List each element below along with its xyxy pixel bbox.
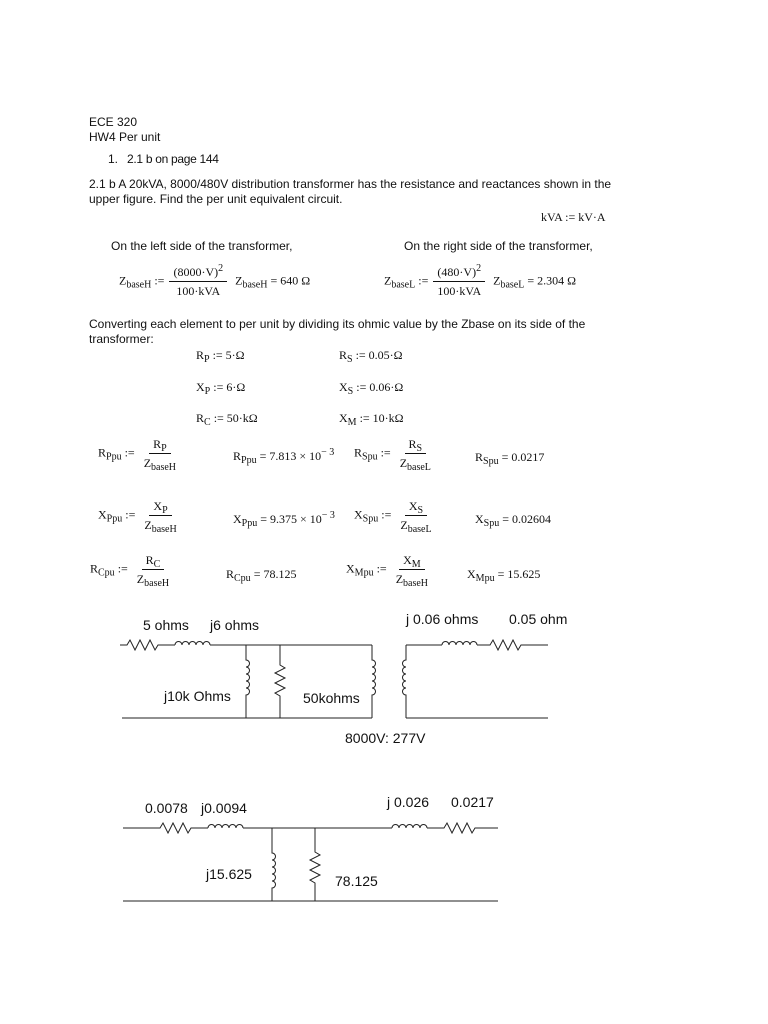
circuit2-resistor-left <box>123 823 208 833</box>
xppu-definition: $X_{Ppu}$ := $\frac{X_P}{Z_{baseH}}$ <box>98 499 177 535</box>
rcpu-definition: $R_{Cpu}$ := $\frac{R_C}{Z_{baseH}}$ <box>90 553 170 589</box>
xspu-definition: $X_{Spu}$ := $\frac{X_S}{Z_{baseL}}$ <box>354 499 432 535</box>
rc-assignment: $R_C$ := 50·kΩ <box>196 411 258 428</box>
xs-assignment: $X_S$ := 0.06·Ω <box>339 380 404 397</box>
circuit1-xm-label: j10k Ohms <box>164 688 231 704</box>
rcpu-result: $R_{Cpu} = 78.125$ <box>226 567 297 584</box>
left-side-label: On the left side of the transformer, <box>111 239 293 253</box>
unit-definition: kVA := kV·A <box>541 210 606 224</box>
circuit1-inductor-right <box>442 642 477 646</box>
circuit2-x-right-label: j 0.026 <box>387 794 430 810</box>
circuit2-xm-label: j15.625 <box>206 866 252 882</box>
circuit1-rc-label: 50kohms <box>303 690 360 706</box>
rspu-result: $R_{Spu} = 0.0217$ <box>475 450 545 467</box>
xp-assignment: $X_P$ := 6·Ω <box>196 380 246 397</box>
circuit2-inductor-shunt <box>272 828 276 901</box>
circuit2-r-left-label: 0.0078 <box>145 800 188 816</box>
right-side-label: On the right side of the transformer, <box>404 239 593 253</box>
hw-title: HW4 Per unit <box>89 130 161 144</box>
circuit2-rc-label: 78.125 <box>335 873 378 889</box>
item-text: 2.1 b on page 144 <box>127 152 219 166</box>
circuit1-primary-winding <box>372 645 376 718</box>
circuit2-resistor-shunt <box>310 828 320 901</box>
circuit2-inductor-left <box>208 825 243 828</box>
circuit1-resistor-shunt <box>275 645 285 718</box>
circuit1-secondary <box>403 640 548 718</box>
rppu-definition: $R_{Ppu}$ := $\frac{R_P}{Z_{baseH}}$ <box>98 437 177 473</box>
course-title: ECE 320 <box>89 115 138 129</box>
xm-assignment: $X_M$ := 10·kΩ <box>339 411 404 428</box>
circuit1-x-right-label: j 0.06 ohms <box>406 611 479 627</box>
circuit2 <box>123 823 498 901</box>
circuit1-inductor-shunt <box>246 645 250 718</box>
circuit2-x-left-label: j0.0094 <box>201 800 247 816</box>
circuit1-resistor-left <box>120 640 175 650</box>
rppu-result: $R_{Ppu} = 7.813 \times 10^{- 3}$ <box>233 447 335 466</box>
circuit1-r-right-label: 0.05 ohm <box>509 611 568 627</box>
circuit2-r-right-label: 0.0217 <box>451 794 494 810</box>
circuit1-inductor-left <box>175 642 210 646</box>
zbase-high-equation: $Z_{baseH}$ := $\frac{(8000\cdot V)^2}{\text{100·kVA}}$ $Z_{baseH} = 640$ Ω <box>119 263 311 298</box>
converting-text: Converting each element to per unit by dividing its ohmic value by the Zbase on its side of the transformer: <box>89 317 586 346</box>
circuit2-resistor-right <box>427 823 498 833</box>
zbase-low-equation: $Z_{baseL}$ := $\frac{(480\cdot V)^2}{\text{100·kVA}}$ $Z_{baseL} = 2.304$ Ω <box>384 263 577 298</box>
circuit1-resistor-right <box>477 640 548 650</box>
xspu-result: $X_{Spu} = 0.02604$ <box>475 512 552 529</box>
xmpu-result: $X_{Mpu} = 15.625$ <box>467 567 541 584</box>
circuit1-primary <box>120 640 376 718</box>
rp-assignment: $R_P$ := 5·Ω <box>196 348 245 365</box>
rs-assignment: $R_S$ := 0.05·Ω <box>339 348 403 365</box>
circuit1-r-left-label: 5 ohms <box>143 617 189 633</box>
rspu-definition: $R_{Spu}$ := $\frac{R_S}{Z_{baseL}}$ <box>354 437 431 473</box>
circuit2-inductor-right <box>392 825 427 828</box>
circuit1-turns-ratio: 8000V: 277V <box>345 730 426 746</box>
item-number: 1. <box>108 152 119 166</box>
xppu-result: $X_{Ppu} = 9.375 \times 10^{- 3}$ <box>233 510 335 529</box>
problem-statement: 2.1 b A 20kVA, 8000/480V distribution transformer has the resistance and reactances shown in the upper figure. Find the per unit equivalent circuit. <box>89 177 612 206</box>
circuit1-secondary-winding <box>403 645 406 718</box>
xmpu-definition: $X_{Mpu}$ := $\frac{X_M}{Z_{baseH}}$ <box>346 553 429 589</box>
circuit1-x-left-label: j6 ohms <box>210 617 260 633</box>
